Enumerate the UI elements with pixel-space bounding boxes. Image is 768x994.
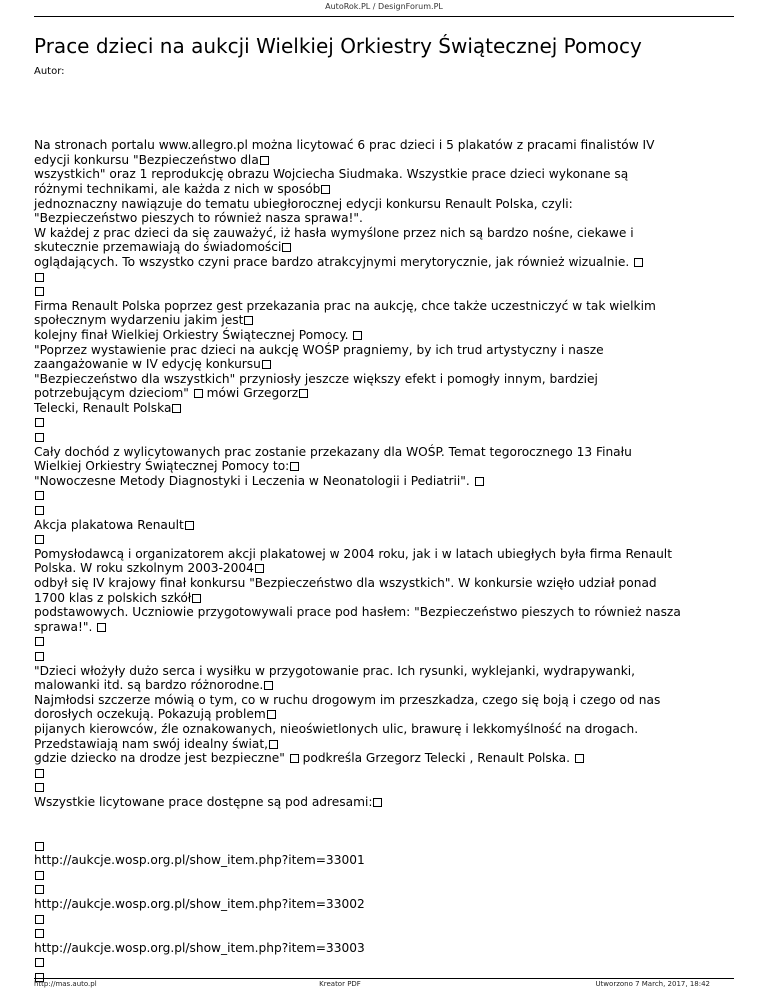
missing-glyph-box-icon — [185, 521, 194, 530]
missing-glyph-box-icon — [264, 681, 273, 690]
text-line-content: malowanki itd. są bardzo różnorodne. — [34, 678, 264, 693]
missing-glyph-box-icon — [244, 316, 253, 325]
text-line — [34, 810, 742, 825]
text-line — [34, 445, 742, 460]
missing-glyph-box-icon — [35, 273, 44, 282]
missing-glyph-box-icon — [35, 871, 44, 880]
text-line — [34, 299, 742, 314]
missing-glyph-box-icon — [35, 535, 44, 544]
missing-glyph-box-icon — [267, 710, 276, 719]
text-line — [34, 897, 742, 912]
text-line — [34, 343, 742, 358]
text-line-content: Wszystkie licytowane prace dostępne są pod adresami: — [34, 794, 373, 809]
text-line-content: "Bezpieczeństwo pieszych to również nasza sprawa!". — [34, 211, 363, 226]
text-line-content: różnymi technikami, ale każda z nich w sposób — [34, 181, 321, 196]
text-line — [34, 707, 742, 722]
missing-glyph-box-icon — [35, 958, 44, 967]
text-line — [34, 561, 742, 576]
text-line-content: Na stronach portalu www.allegro.pl można licytować 6 prac dzieci i 5 plakatów z pracami finalistów IV — [34, 138, 655, 153]
text-line — [34, 518, 742, 533]
missing-glyph-box-icon — [282, 243, 291, 252]
text-line — [34, 328, 742, 343]
text-line-content: Pomysłodawcą i organizatorem akcji plakatowej w 2004 roku, jak i w latach ubiegłych była firma Renault — [34, 546, 672, 561]
text-line — [34, 488, 742, 503]
text-line-content: Akcja plakatowa Renault — [34, 517, 184, 532]
text-line — [34, 722, 742, 737]
text-line — [34, 620, 742, 635]
text-line-content: Najmłodsi szczerze mówią o tym, co w ruchu drogowym im przeszkadza, czego się boją i czego od nas — [34, 692, 661, 707]
text-line — [34, 372, 742, 387]
text-line — [34, 853, 742, 868]
missing-glyph-box-icon — [35, 491, 44, 500]
text-line — [34, 474, 742, 489]
text-line — [34, 357, 742, 372]
missing-glyph-box-icon — [290, 462, 299, 471]
missing-glyph-box-icon — [35, 885, 44, 894]
text-line-content: "Dzieci włożyły dużo serca i wysiłku w przygotowanie prac. Ich rysunki, wyklejanki, wydrapywanki, — [34, 663, 636, 678]
text-line-content: podstawowych. Uczniowie przygotowywali prace pod hasłem: "Bezpieczeństwo pieszych to również nasza — [34, 605, 681, 620]
missing-glyph-box-icon — [192, 594, 201, 603]
text-line-content: Przedstawiają nam swój idealny świat, — [34, 736, 269, 751]
text-line — [34, 284, 742, 299]
text-line — [34, 737, 742, 752]
text-line — [34, 576, 742, 591]
text-line — [34, 226, 742, 241]
author-label: Autor: — [34, 66, 65, 77]
missing-glyph-box-icon — [269, 740, 278, 749]
text-line-content: oglądających. To wszystko czyni prace bardzo atrakcyjnymi merytorycznie, jak również wizualnie. — [34, 254, 634, 269]
missing-glyph-box-icon — [260, 156, 269, 165]
text-line — [34, 547, 742, 562]
text-line-content: gdzie dziecko na drodze jest bezpieczne" — [34, 751, 289, 766]
missing-glyph-box-icon — [35, 287, 44, 296]
text-line-content: http://aukcje.wosp.org.pl/show_item.php?item=33003 — [34, 940, 365, 955]
article-body — [34, 109, 742, 985]
missing-glyph-box-icon — [35, 652, 44, 661]
text-line-content: sprawa!". — [34, 619, 97, 634]
text-line — [34, 459, 742, 474]
text-line — [34, 430, 742, 445]
missing-glyph-box-icon — [299, 389, 308, 398]
missing-glyph-box-icon — [35, 929, 44, 938]
text-line — [34, 532, 742, 547]
text-line — [34, 153, 742, 168]
text-line — [34, 591, 742, 606]
text-line — [34, 138, 742, 153]
text-line — [34, 634, 742, 649]
text-line-content: społecznym wydarzeniu jakim jest — [34, 313, 244, 328]
text-line — [34, 941, 742, 956]
text-line — [34, 270, 742, 285]
text-line-content: edycji konkursu "Bezpieczeństwo dla — [34, 152, 259, 167]
text-line-content: http://aukcje.wosp.org.pl/show_item.php?item=33001 — [34, 853, 365, 868]
missing-glyph-box-icon — [194, 389, 203, 398]
text-line — [34, 882, 742, 897]
header-divider — [34, 16, 734, 17]
missing-glyph-box-icon — [321, 185, 330, 194]
text-line-content: "Nowoczesne Metody Diagnostyki i Leczenia w Neonatologii i Pediatrii". — [34, 473, 474, 488]
text-line-content: Cały dochód z wylicytowanych prac zostanie przekazany dla WOŚP. Temat tegorocznego 13 Finału — [34, 444, 632, 459]
missing-glyph-box-icon — [290, 754, 299, 763]
text-line-content: W każdej z prac dzieci da się zauważyć, iż hasła wymyślone przez nich są bardzo nośne, ciekawe i — [34, 225, 634, 240]
footer-source-url: http://mas.auto.pl — [34, 980, 97, 988]
text-line-content: jednoznaczny nawiązuje do tematu ubiegłorocznej edycji konkursu Renault Polska, czyli: — [34, 196, 573, 211]
missing-glyph-box-icon — [373, 798, 382, 807]
text-line — [34, 197, 742, 212]
text-line — [34, 751, 742, 766]
missing-glyph-box-icon — [262, 360, 271, 369]
missing-glyph-box-icon — [255, 564, 264, 573]
missing-glyph-box-icon — [97, 623, 106, 632]
text-line-content: http://aukcje.wosp.org.pl/show_item.php?item=33002 — [34, 897, 365, 912]
text-line-content: Wielkiej Orkiestry Świątecznej Pomocy to: — [34, 459, 290, 474]
footer-created-date: Utworzono 7 March, 2017, 18:42 — [595, 980, 710, 988]
text-line-content: wszystkich" oraz 1 reprodukcję obrazu Wojciecha Siudmaka. Wszystkie prace dzieci wykonane są — [34, 167, 629, 182]
text-line — [34, 167, 742, 182]
missing-glyph-box-icon — [35, 915, 44, 924]
text-line — [34, 912, 742, 927]
text-line — [34, 240, 742, 255]
text-line — [34, 182, 742, 197]
text-line — [34, 386, 742, 401]
text-line — [34, 211, 742, 226]
missing-glyph-box-icon — [575, 754, 584, 763]
text-line — [34, 780, 742, 795]
text-line — [34, 503, 742, 518]
text-line-content: potrzebującym dzieciom" — [34, 386, 193, 401]
text-line-content: "Poprzez wystawienie prac dzieci na aukcję WOŚP pragniemy, by ich trud artystyczny i nasze — [34, 342, 604, 357]
missing-glyph-box-icon — [35, 769, 44, 778]
missing-glyph-box-icon — [353, 331, 362, 340]
text-line-continuation: mówi Grzegorz — [202, 386, 299, 401]
text-line-content: pijanych kierowców, źle oznakowanych, nieoświetlonych ulic, brawurę i lekkomyślność na drogach. — [34, 721, 639, 736]
text-line-content: Telecki, Renault Polska — [34, 400, 172, 415]
text-line — [34, 926, 742, 941]
text-line-content: Polska. W roku szkolnym 2003-2004 — [34, 561, 254, 576]
text-line-content: "Bezpieczeństwo dla wszystkich" przyniosły jeszcze większy efekt i pomogły innym, bardziej — [34, 371, 598, 386]
text-line — [34, 605, 742, 620]
text-line — [34, 824, 742, 839]
missing-glyph-box-icon — [35, 637, 44, 646]
site-header: AutoRok.PL / DesignForum.PL — [325, 2, 443, 11]
text-line — [34, 955, 742, 970]
text-line — [34, 868, 742, 883]
footer-divider — [34, 978, 734, 979]
text-line — [34, 124, 742, 139]
text-line-content: odbył się IV krajowy finał konkursu "Bezpieczeństwo dla wszystkich". W konkursie wzięło udział ponad — [34, 576, 657, 590]
missing-glyph-box-icon — [35, 433, 44, 442]
text-line-continuation: podkreśla Grzegorz Telecki , Renault Polska. — [298, 751, 574, 766]
text-line — [34, 255, 742, 270]
missing-glyph-box-icon — [35, 506, 44, 515]
text-line-content: zaangażowanie w IV edycję konkursu — [34, 357, 261, 372]
text-line — [34, 795, 742, 810]
missing-glyph-box-icon — [475, 477, 484, 486]
text-line-content: skutecznie przemawiają do świadomości — [34, 240, 282, 255]
text-line — [34, 678, 742, 693]
text-line-content: 1700 klas z polskich szkół — [34, 590, 192, 605]
text-line-content: Firma Renault Polska poprzez gest przekazania prac na aukcję, chce także uczestniczyć w tak wielkim — [34, 298, 656, 313]
text-line — [34, 649, 742, 664]
text-line — [34, 401, 742, 416]
page-title: Prace dzieci na aukcji Wielkiej Orkiestry Świątecznej Pomocy — [34, 34, 642, 58]
missing-glyph-box-icon — [634, 258, 643, 267]
missing-glyph-box-icon — [172, 404, 181, 413]
text-line-content: dorosłych oczekują. Pokazują problem — [34, 707, 266, 722]
text-line — [34, 415, 742, 430]
text-line — [34, 839, 742, 854]
text-line-content: kolejny finał Wielkiej Orkiestry Świątecznej Pomocy. — [34, 327, 353, 342]
text-line — [34, 664, 742, 679]
text-line — [34, 109, 742, 124]
footer-generator: Kreator PDF — [319, 980, 361, 988]
missing-glyph-box-icon — [35, 783, 44, 792]
missing-glyph-box-icon — [35, 418, 44, 427]
missing-glyph-box-icon — [35, 842, 44, 851]
text-line — [34, 693, 742, 708]
text-line — [34, 313, 742, 328]
text-line — [34, 766, 742, 781]
